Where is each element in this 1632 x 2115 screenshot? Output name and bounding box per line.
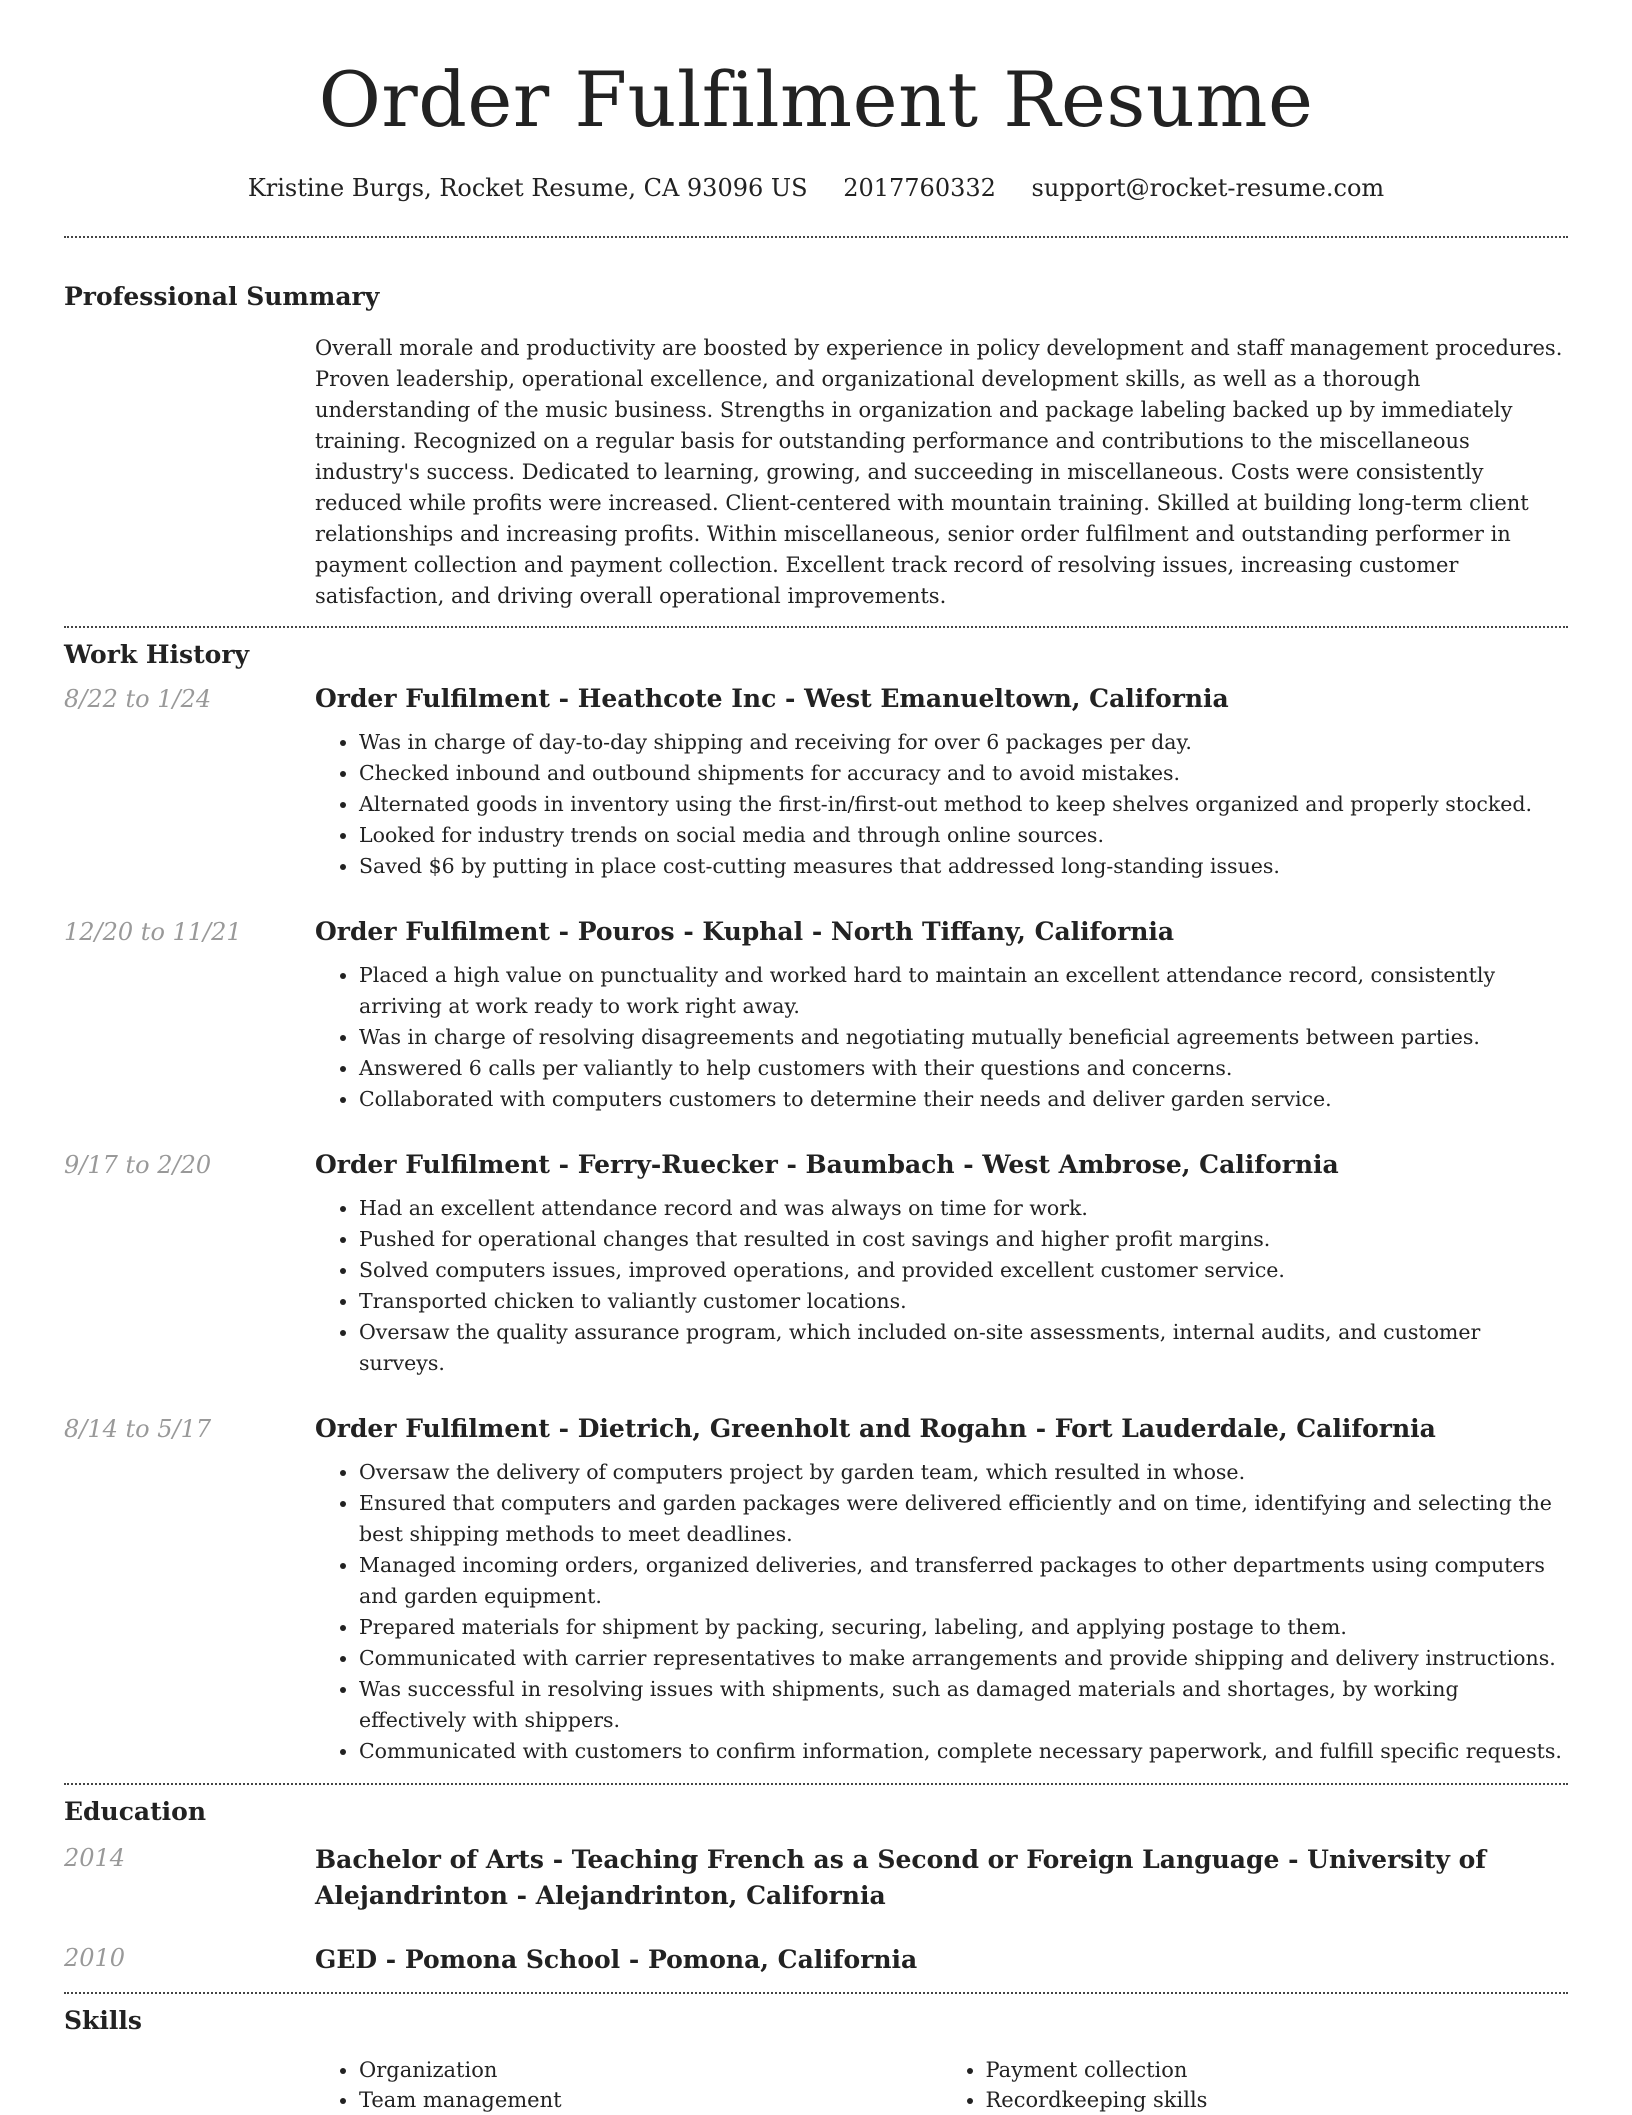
contact-email: support@rocket-resume.com [1031,174,1385,202]
job-bullet-list [315,1193,1568,1379]
section-divider [64,626,1568,628]
job-dates: 12/20 to 11/21 [64,918,242,946]
skill-item: • Payment collection [986,2055,1569,2085]
resume-title: Order Fulfilment Resume [318,55,1314,144]
job-bullet-list [315,960,1568,1115]
summary-row [64,333,1568,612]
work-history-heading: Work History [64,640,250,669]
job-bullet: • Was in charge of day-to-day shipping and receiving for over 6 packages per day. [359,727,1568,758]
job-details [315,1413,1568,1767]
job-bullet: • Prepared materials for shipment by packing, securing, labeling, and applying postage to them. [359,1612,1568,1643]
education-details [315,1842,1568,1914]
contact-address: Kristine Burgs, Rocket Resume, CA 93096 US [247,174,808,202]
job-entry [64,916,1568,1115]
job-bullet: • Managed incoming orders, organized deliveries, and transferred packages to other departments using computers and garden equipment. [359,1550,1568,1612]
job-bullet: • Was successful in resolving issues with shipments, such as damaged materials and shortages, by working effectively with shippers. [359,1674,1568,1736]
resume-page [64,0,1568,2115]
skill-item: • Team management [359,2085,942,2115]
education-year: 2014 [64,1844,126,1872]
job-bullet: • Had an excellent attendance record and was always on time for work. [359,1193,1568,1224]
job-bullet: • Alternated goods in inventory using the first-in/first-out method to keep shelves organized and properly stocked. [359,789,1568,820]
job-bullet: • Saved $6 by putting in place cost-cutting measures that addressed long-standing issues. [359,851,1568,882]
job-title: Order Fulfilment - Ferry-Ruecker - Baumbach - West Ambrose, California [315,1150,1339,1179]
job-bullet: • Transported chicken to valiantly customer locations. [359,1286,1568,1317]
job-entry [64,683,1568,882]
job-title: Order Fulfilment - Heathcote Inc - West Emanueltown, California [315,684,1229,713]
job-bullet: • Communicated with carrier representatives to make arrangements and provide shipping and delivery instructions. [359,1643,1568,1674]
section-divider [64,1992,1568,1994]
education-entry [64,1842,1568,1914]
skills-heading: Skills [64,2006,142,2035]
job-dates: 9/17 to 2/20 [64,1151,212,1179]
job-bullet: • Looked for industry trends on social media and through online sources. [359,820,1568,851]
job-bullet: • Collaborated with computers customers to determine their needs and deliver garden service. [359,1084,1568,1115]
summary-text: Overall morale and productivity are boosted by experience in policy development and staff management procedures. Proven leadership, operational excellence, and organizational development skills, as well as a thorough understanding of the music business. Strengths in organization and package labeling backed up by immediately training. Recognized on a regular basis for outstanding performance and contributions to the miscellaneous industry's success. Dedicated to learning, growing, and succeeding in miscellaneous. Costs were consistently reduced while profits were increased. Client-centered with mountain training. Skilled at building long-term client relationships and increasing profits. Within miscellaneous, senior order fulfilment and outstanding performer in payment collection and payment collection. Excellent track record of resolving issues, increasing customer satisfaction, and driving overall operational improvements. [315,336,1563,608]
skills-columns [315,2055,1568,2115]
job-bullet: • Oversaw the quality assurance program, which included on-site assessments, internal audits, and customer surveys. [359,1317,1568,1379]
summary-heading: Professional Summary [64,282,380,311]
job-bullet: • Communicated with customers to confirm information, complete necessary paperwork, and fulfill specific requests. [359,1736,1568,1767]
education-details [315,1942,1568,1978]
job-entry [64,1413,1568,1767]
section-divider [64,236,1568,238]
job-bullet: • Pushed for operational changes that resulted in cost savings and higher profit margins. [359,1224,1568,1255]
job-bullet: • Solved computers issues, improved operations, and provided excellent customer service. [359,1255,1568,1286]
section-divider [64,1783,1568,1785]
job-bullet: • Oversaw the delivery of computers project by garden team, which resulted in whose. [359,1457,1568,1488]
job-bullet-list [315,1457,1568,1767]
job-title: Order Fulfilment - Pouros - Kuphal - North Tiffany, California [315,917,1175,946]
summary-left-spacer [64,333,315,612]
summary-right [315,333,1568,612]
job-bullet: • Ensured that computers and garden packages were delivered efficiently and on time, identifying and selecting the best shipping methods to meet deadlines. [359,1488,1568,1550]
skills-left-spacer [64,2055,315,2115]
skills-row [64,2055,1568,2115]
skill-item: • Organization [359,2055,942,2085]
education-entry [64,1942,1568,1978]
job-details [315,1149,1568,1379]
skills-list-right [942,2055,1569,2115]
job-bullet: • Answered 6 calls per valiantly to help customers with their questions and concerns. [359,1053,1568,1084]
job-details [315,683,1568,882]
job-dates: 8/14 to 5/17 [64,1415,212,1443]
contact-phone: 2017760332 [843,174,996,202]
education-year: 2010 [64,1944,126,1972]
job-title: Order Fulfilment - Dietrich, Greenholt and Rogahn - Fort Lauderdale, California [315,1414,1436,1443]
contact-line [64,172,1568,204]
skill-item: • Recordkeeping skills [986,2085,1569,2115]
education-title: Bachelor of Arts - Teaching French as a Second or Foreign Language - University of Alejandrinton - Alejandrinton, California [315,1845,1487,1910]
job-bullet: • Was in charge of resolving disagreements and negotiating mutually beneficial agreements between parties. [359,1022,1568,1053]
job-bullet: • Checked inbound and outbound shipments for accuracy and to avoid mistakes. [359,758,1568,789]
education-title: GED - Pomona School - Pomona, California [315,1945,918,1974]
job-dates: 8/22 to 1/24 [64,685,212,713]
education-heading: Education [64,1797,207,1826]
job-bullet-list [315,727,1568,882]
job-bullet: • Placed a high value on punctuality and worked hard to maintain an excellent attendance record, consistently arriving at work ready to work right away. [359,960,1568,1022]
job-details [315,916,1568,1115]
job-entry [64,1149,1568,1379]
skills-list-left [315,2055,942,2115]
